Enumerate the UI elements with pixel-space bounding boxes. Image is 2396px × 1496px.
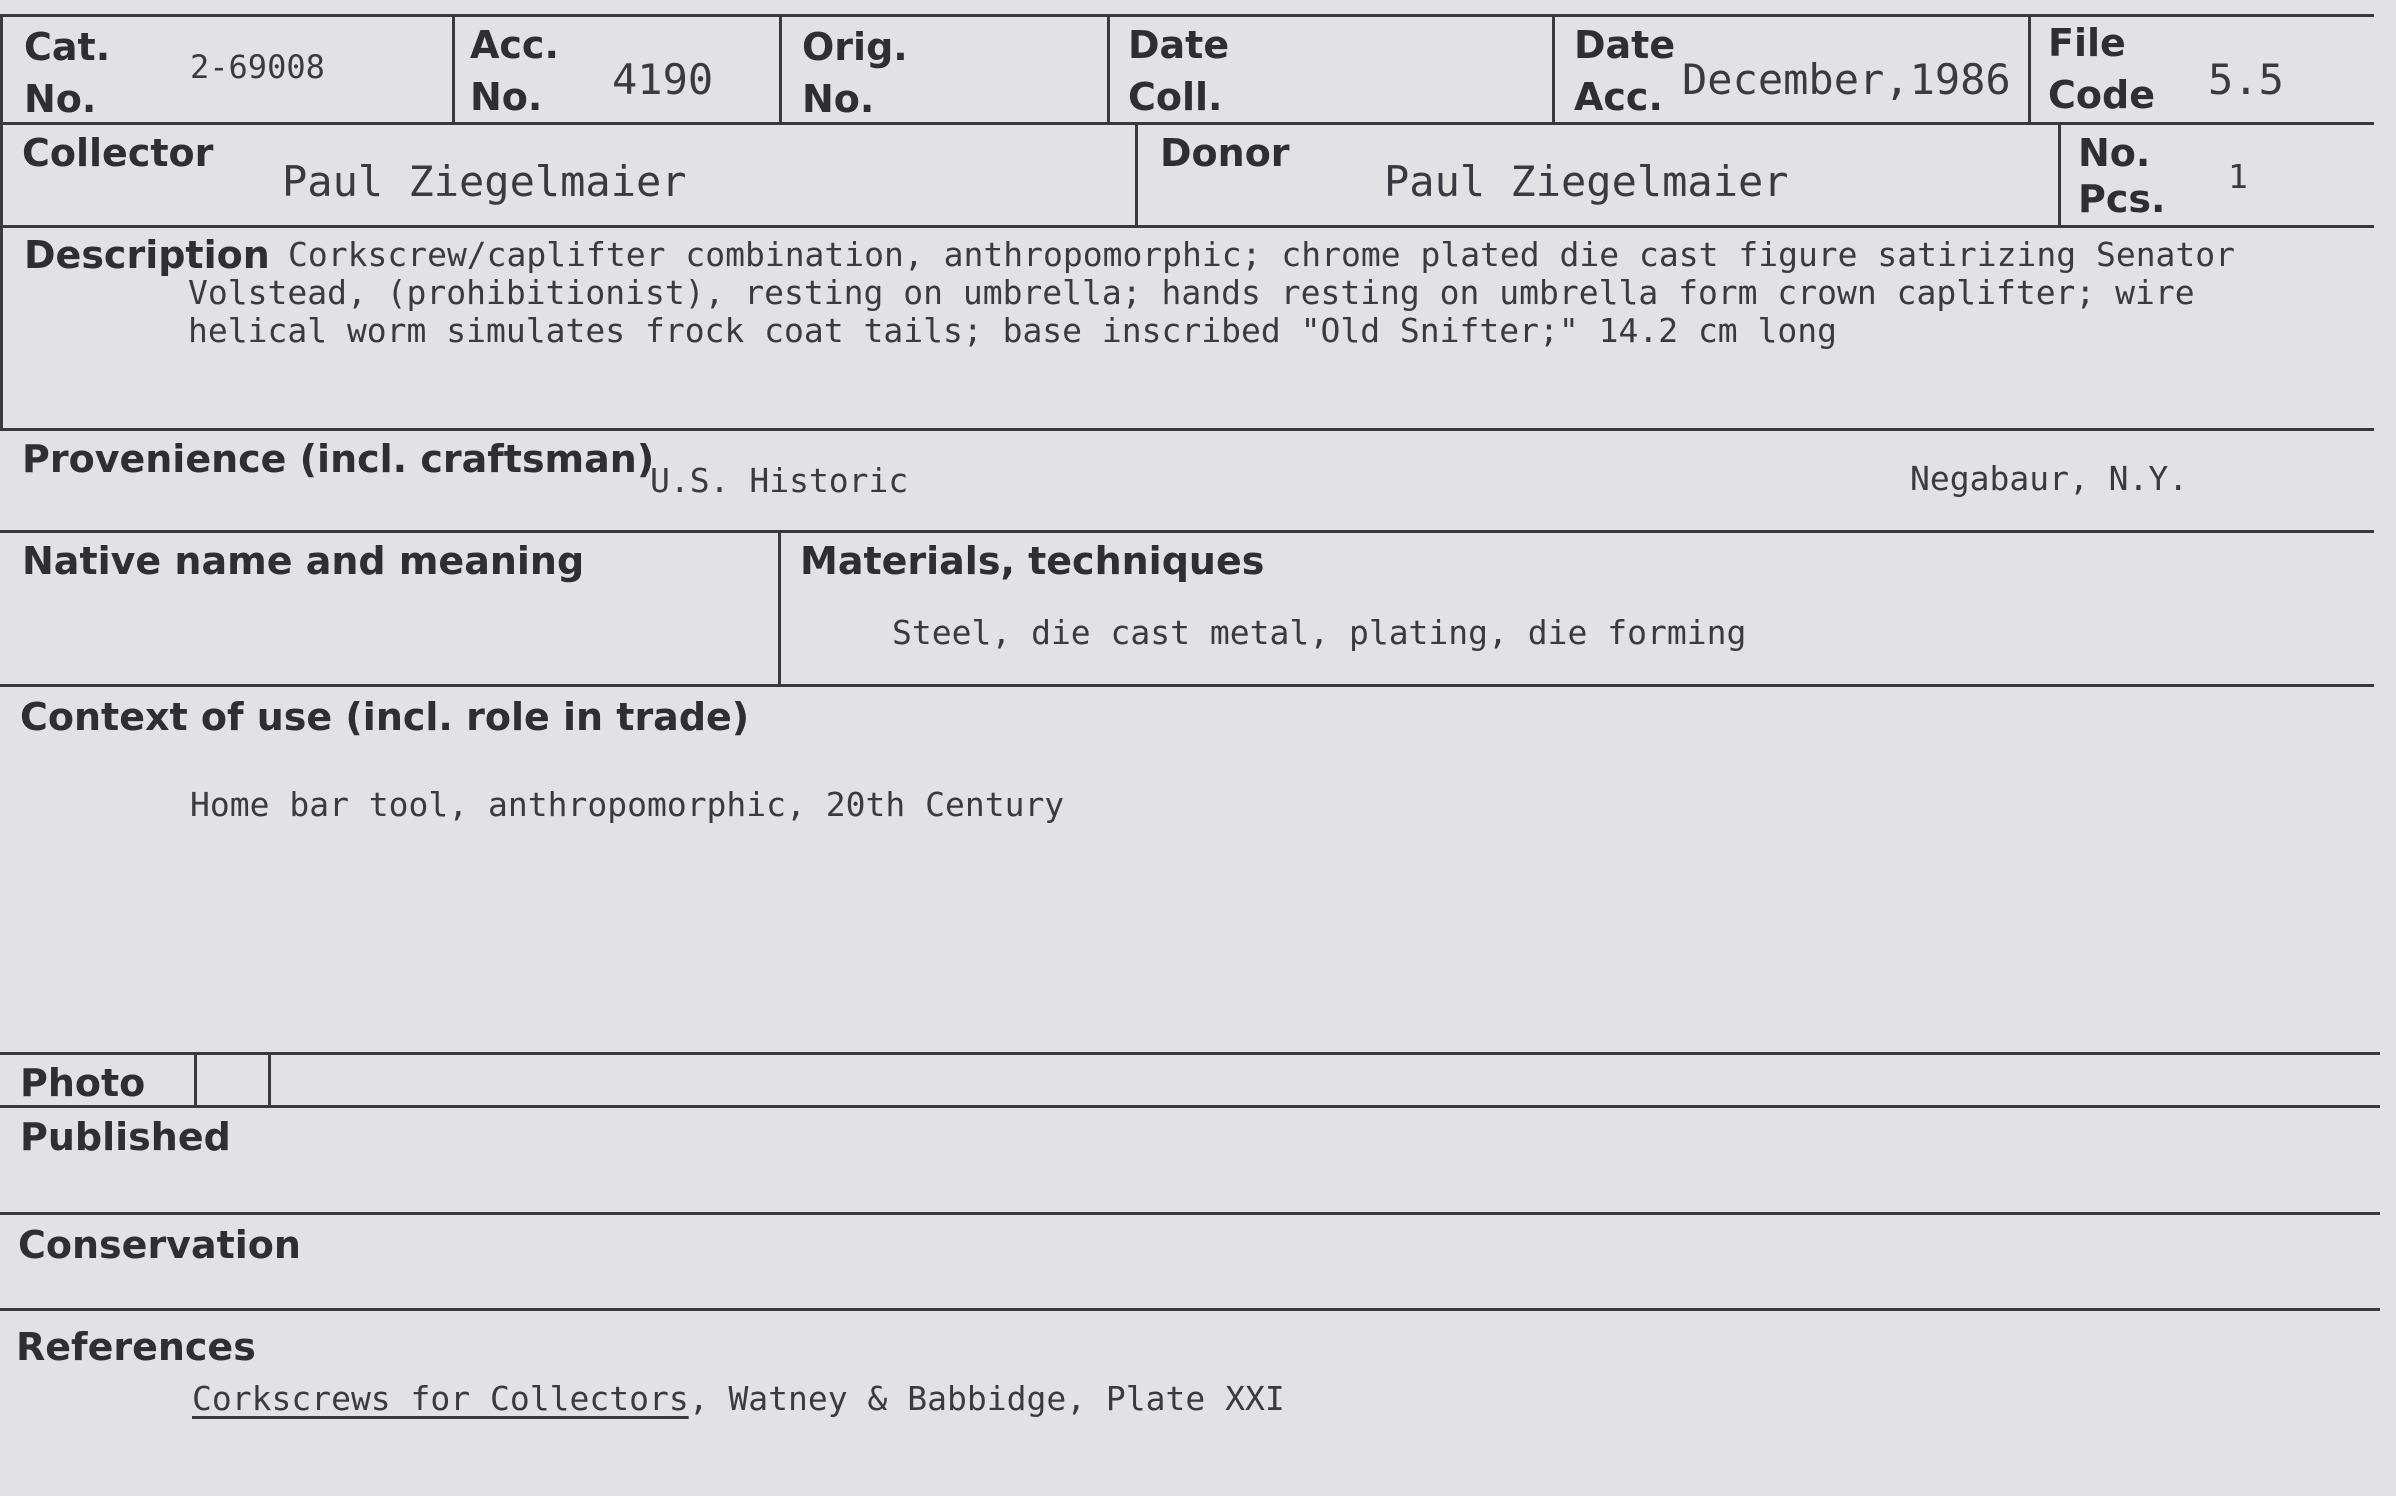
rule-v-photo-box2	[268, 1052, 271, 1107]
rule-published-bottom	[0, 1212, 2380, 1215]
collector-label: Collector	[22, 131, 214, 175]
date-coll-label-1: Date	[1128, 23, 1230, 67]
donor-value: Paul Ziegelmaier	[1384, 157, 1789, 206]
rule-v-orig-datecoll	[1107, 14, 1110, 124]
date-acc-value: December,1986	[1682, 55, 2011, 104]
context-label: Context of use (incl. role in trade)	[20, 695, 750, 739]
no-pcs-value: 1	[2228, 157, 2248, 196]
rule-context-bottom	[0, 1052, 2380, 1055]
collector-value: Paul Ziegelmaier	[282, 157, 687, 206]
native-name-label: Native name and meaning	[22, 539, 585, 583]
rule-v-dateacc-file	[2028, 14, 2031, 124]
no-pcs-label-1: No.	[2078, 131, 2151, 175]
description-line: Volstead, (prohibitionist), resting on umbrella; hands resting on umbrella form crown caplifter; wire	[188, 273, 2195, 312]
rule-materials-bottom	[0, 684, 2374, 687]
acc-no-label-1: Acc.	[470, 23, 559, 67]
rule-v-datecoll-dateacc	[1552, 14, 1555, 124]
orig-no-label-2: No.	[802, 77, 875, 121]
references-value	[192, 1380, 1285, 1418]
references-label: References	[16, 1325, 256, 1369]
acc-no-label-2: No.	[470, 75, 543, 119]
cat-no-label-2: No.	[24, 77, 97, 121]
materials-value: Steel, die cast metal, plating, die forming	[892, 613, 1747, 652]
conservation-label: Conservation	[18, 1223, 301, 1267]
date-acc-label-2: Acc.	[1574, 75, 1663, 119]
description-line: helical worm simulates frock coat tails; base inscribed "Old Snifter;" 14.2 cm long	[188, 311, 1838, 350]
no-pcs-label-2: Pcs.	[2078, 177, 2166, 221]
orig-no-label-1: Orig.	[802, 25, 908, 69]
rule-v-left	[0, 14, 3, 429]
rule-description-bottom	[0, 428, 2374, 431]
materials-label: Materials, techniques	[800, 539, 1265, 583]
rule-v-donor-pcs	[2058, 122, 2061, 227]
context-value: Home bar tool, anthropomorphic, 20th Century	[190, 785, 1065, 824]
description-line: Corkscrew/caplifter combination, anthropomorphic; chrome plated die cast figure satirizing Senator	[288, 235, 2236, 274]
rule-header-bottom	[0, 122, 2374, 125]
reference-details: , Watney & Babbidge, Plate XXI	[688, 1379, 1285, 1418]
published-label: Published	[20, 1115, 231, 1159]
rule-photo-bottom	[0, 1105, 2380, 1108]
donor-label: Donor	[1160, 131, 1290, 175]
file-code-label-1: File	[2048, 21, 2126, 65]
rule-v-native-materials	[778, 530, 781, 686]
rule-v-acc-orig	[779, 14, 782, 124]
cat-no-value: 2-69008	[190, 48, 325, 86]
file-code-value: 5.5	[2208, 55, 2284, 104]
rule-top	[0, 14, 2374, 17]
date-coll-label-2: Coll.	[1128, 75, 1223, 119]
rule-collector-bottom	[0, 225, 2374, 228]
file-code-label-2: Code	[2048, 73, 2155, 117]
description-label: Description	[24, 233, 270, 277]
date-acc-label-1: Date	[1574, 23, 1676, 67]
cat-no-label-1: Cat.	[24, 25, 111, 69]
rule-provenience-bottom	[0, 530, 2374, 533]
provenience-label: Provenience (incl. craftsman)	[22, 437, 655, 481]
rule-v-collector-donor	[1135, 122, 1138, 227]
rule-v-cat-acc	[452, 14, 455, 124]
reference-title: Corkscrews for Collectors	[192, 1379, 689, 1418]
provenience-value: U.S. Historic	[650, 461, 909, 500]
rule-v-photo-box1	[194, 1052, 197, 1107]
acc-no-value: 4190	[612, 55, 714, 104]
provenience-place: Negabaur, N.Y.	[1910, 459, 2189, 498]
rule-conservation-bottom	[0, 1308, 2380, 1311]
photo-label: Photo	[20, 1061, 146, 1105]
